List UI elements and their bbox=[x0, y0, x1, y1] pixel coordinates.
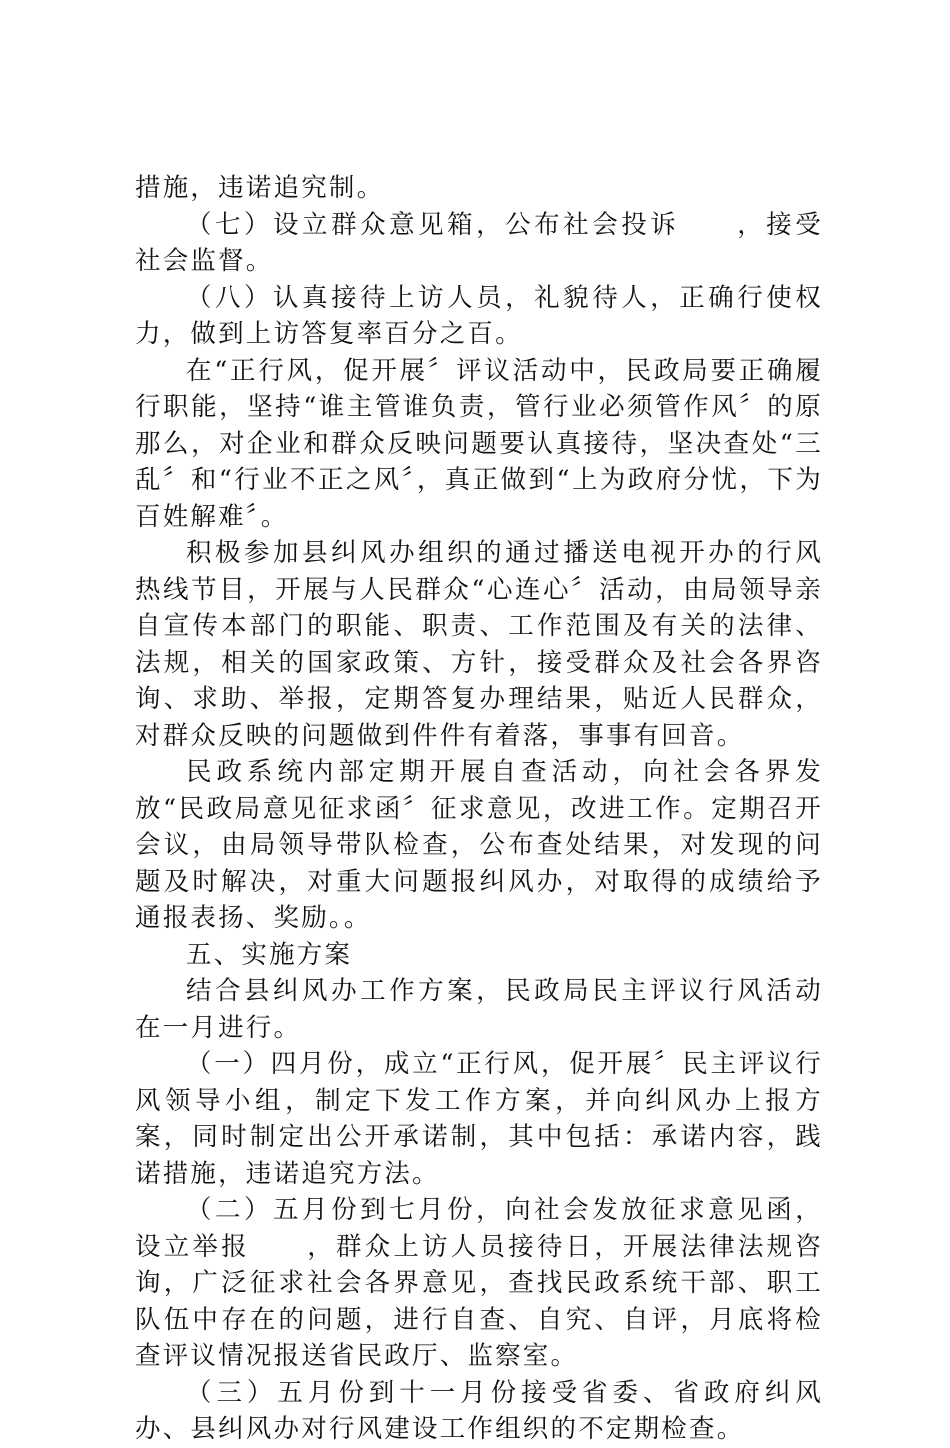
paragraph-item-8: （八）认真接待上访人员，礼貌待人，正确行使权力，做到上访答复率百分之百。 bbox=[135, 282, 823, 349]
paragraph-step-2: （二）五月份到七月份，向社会发放征求意见函，设立举报 ，群众上访人员接待日，开展法律法规咨询，广泛征求社会各界意见，查找民政系统干部、职工队伍中存在的问题，进行自查、自究、自评，月底将检查评议情况报送省民政厅、监察室。 bbox=[135, 1195, 823, 1371]
document-body bbox=[135, 170, 823, 1448]
paragraph-implementation-intro: 结合县纠风办工作方案，民政局民主评议行风活动在一月进行。 bbox=[135, 976, 823, 1043]
paragraph-self-inspection: 民政系统内部定期开展自查活动，向社会各界发放“民政局意见征求函〞征求意见，改进工作。定期召开会议，由局领导带队检查，公布查处结果，对发现的问题及时解决，对重大问题报纠风办，对取得的成绩给予通报表扬、奖励。。 bbox=[135, 757, 823, 933]
section-heading-implementation: 五、实施方案 bbox=[186, 939, 353, 970]
paragraph-evaluation: 在“正行风，促开展〞评议活动中，民政局要正确履行职能，坚持“谁主管谁负责，管行业必须管作风〞的原那么，对企业和群众反映问题要认真接待，坚决查处“三乱〞和“行业不正之风〞，真正做到“上为政府分忧，下为百姓解难〞。 bbox=[135, 355, 823, 532]
paragraph-item-7: （七）设立群众意见箱，公布社会投诉 ，接受社会监督。 bbox=[135, 209, 823, 276]
paragraph-hotline: 积极参加县纠风办组织的通过播送电视开办的行风热线节目，开展与人民群众“心连心〞活动，由局领导亲自宣传本部门的职能、职责、工作范围及有关的法律、法规，相关的国家政策、方针，接受群众及社会各界咨询、求助、举报，定期答复办理结果，贴近人民群众，对群众反映的问题做到件件有着落，事事有回音。 bbox=[135, 538, 823, 751]
paragraph-step-3: （三）五月份到十一月份接受省委、省政府纠风办、县纠风办对行风建设工作组织的不定期检查。 bbox=[135, 1377, 823, 1444]
paragraph-step-1: （一）四月份，成立“正行风，促开展〞民主评议行风领导小组，制定下发工作方案，并向纠风办上报方案，同时制定出公开承诺制，其中包括：承诺内容，践诺措施，违诺追究方法。 bbox=[135, 1049, 823, 1189]
paragraph-continuation: 措施，违诺追究制。 bbox=[135, 173, 385, 203]
